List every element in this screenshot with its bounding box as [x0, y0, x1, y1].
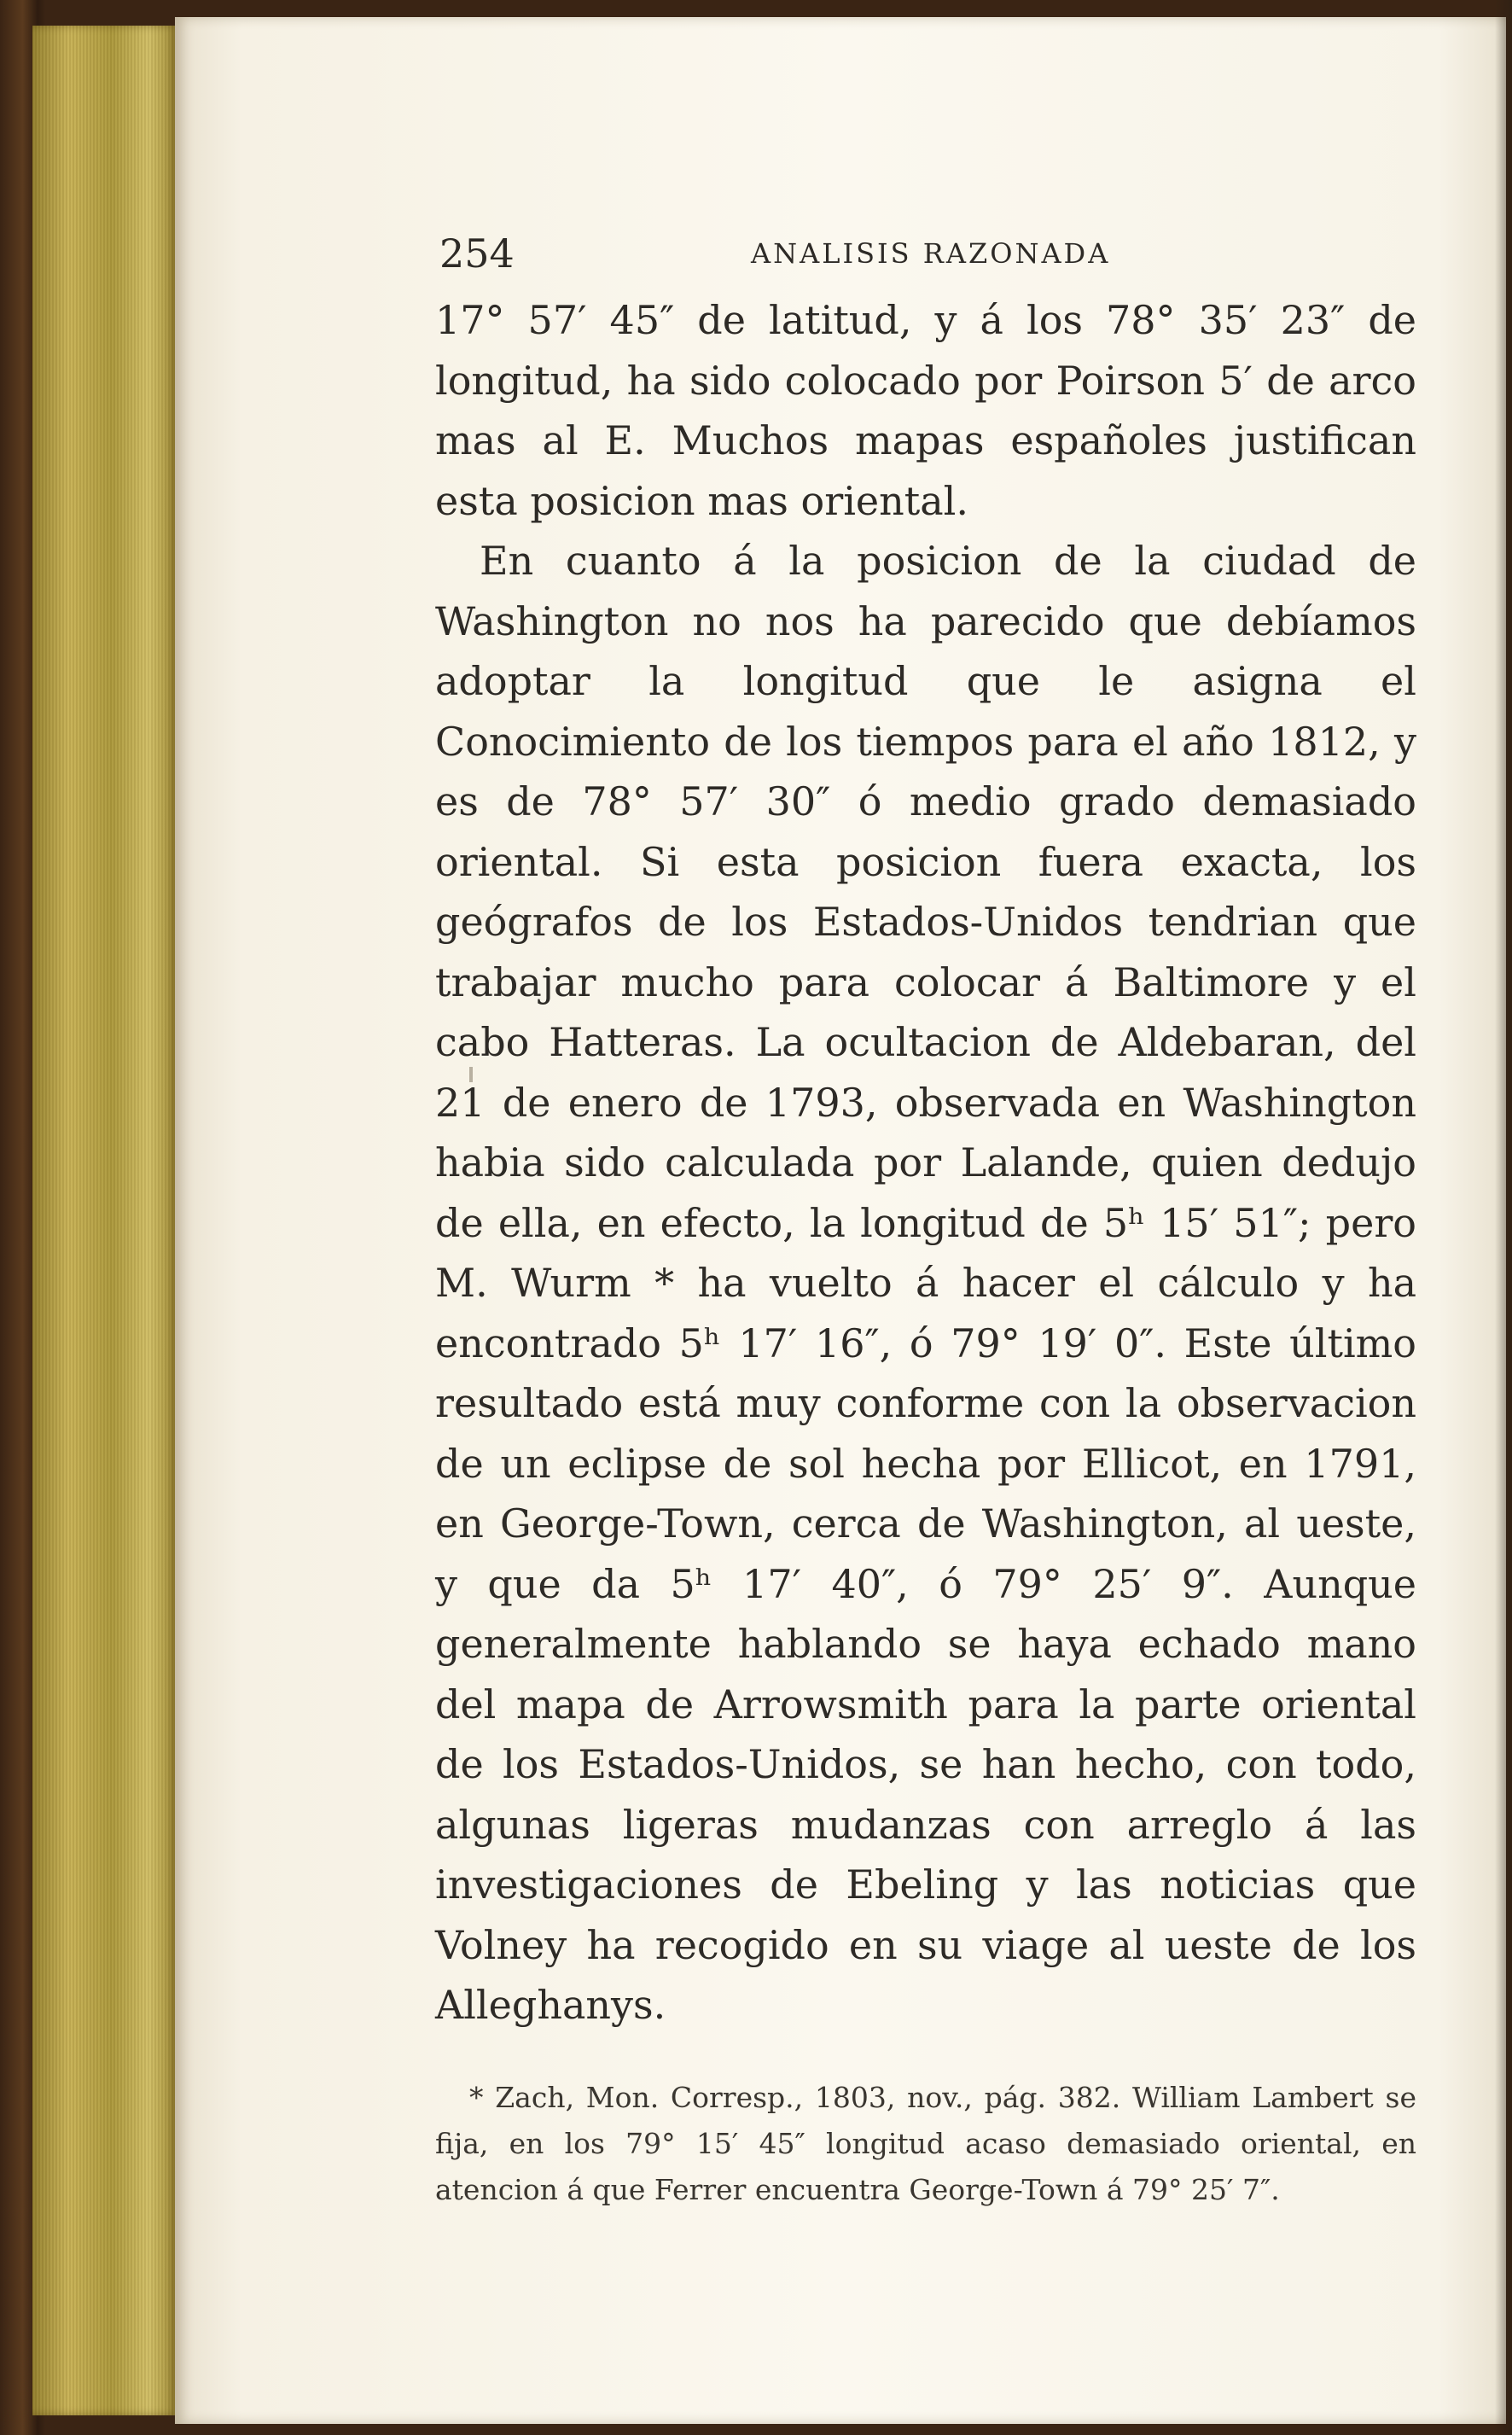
running-title: ANALISIS RAZONADA — [751, 237, 1111, 270]
page-edge-shadow — [1495, 0, 1512, 2435]
gilt-page-edges — [32, 26, 177, 2415]
text-block — [435, 230, 1416, 2213]
running-head — [435, 230, 1416, 282]
page-number: 254 — [439, 230, 515, 277]
body-text — [435, 290, 1416, 2036]
footnote-text: * Zach, Mon. Corresp., 1803, nov., pág. 382. William Lambert se fija, en los 79° 15′ 45″ longitud acaso demasiado oriental, en atencion á que Ferrer encuentra George-Town á 79° 25′ 7″. — [435, 2080, 1416, 2206]
paragraph-washington: En cuanto á la posicion de la ciudad de Washington no nos ha parecido que debíamos adoptar la longitud que le asigna el Conocimiento de los tiempos para el año 1812, y es de 78° 57′ 30″ ó medio grado demasiado oriental. Si esta posicion fuera exacta, los geógrafos de los Estados-Unidos tendrian que trabajar mucho para colocar á Baltimore y el cabo Hatteras. La ocultacion de Aldebaran, del 21 de enero de 1793, observada en Washington habia sido calculada por Lalande, quien dedujo de ella, en efecto, la longitud de 5ʰ 15′ 51″; pero M. Wurm * ha vuelto á hacer el cálculo y ha encontrado 5ʰ 17′ 16″, ó 79° 19′ 0″. Este último resultado está muy conforme con la observacion de un eclipse de sol hecha por Ellicot, en 1791, en George-Town, cerca de Washington, al ueste, y que da 5ʰ 17′ 40″, ó 79° 25′ 9″. Aunque generalmente hablando se haya echado mano del mapa de Arrowsmith para la parte oriental de los Estados-Unidos, se han hecho, con todo, algunas ligeras mudanzas con arreglo á las investigaciones de Ebeling y las noticias que Volney ha recogido en su viage al ueste de los Alleghanys. — [435, 538, 1416, 2028]
paragraph-continuation: 17° 57′ 45″ de latitud, y á los 78° 35′ 23″ de longitud, ha sido colocado por Poirson 5′ de arco mas al E. Muchos mapas españoles justifican esta posicion mas oriental. — [435, 297, 1416, 524]
footnote — [435, 2075, 1416, 2213]
